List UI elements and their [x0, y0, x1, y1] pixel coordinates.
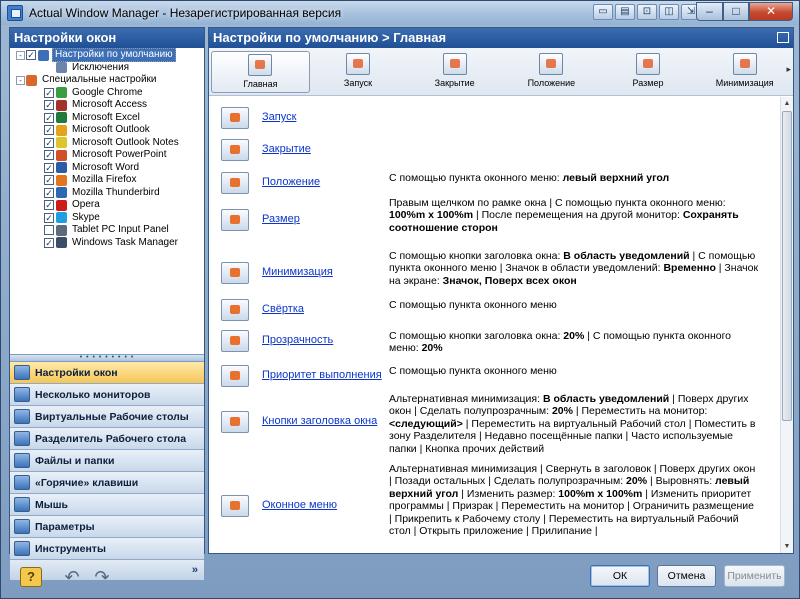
toolbar-tab-label: Закрытие: [434, 78, 475, 88]
nav-more-button[interactable]: »: [10, 560, 204, 580]
toolbar-tab-icon: [636, 53, 660, 75]
toolbar-tab[interactable]: [600, 51, 697, 93]
tree-expander-icon[interactable]: -: [16, 51, 25, 60]
settings-tree[interactable]: [10, 48, 204, 354]
tree-checkbox[interactable]: ✓: [45, 100, 53, 111]
tree-item[interactable]: [10, 212, 204, 225]
tree-item-label: Skype: [72, 211, 100, 223]
nav-button-label: Настройки окон: [35, 366, 118, 379]
scroll-thumb[interactable]: [782, 111, 792, 421]
setting-icon: [221, 139, 249, 161]
panel-splitter[interactable]: • • • • • • • • •: [10, 354, 204, 362]
setting-icon: [221, 411, 249, 433]
ok-button[interactable]: ОК: [590, 565, 650, 587]
app-icon: [56, 175, 67, 186]
stay-on-top-icon[interactable]: ⊡: [637, 4, 657, 20]
tree-checkbox[interactable]: ✓: [45, 237, 53, 248]
cancel-button[interactable]: Отмена: [657, 565, 716, 587]
nav-section-icon: [14, 431, 30, 446]
tree-item-label: Microsoft Outlook Notes: [72, 136, 179, 148]
setting-description: Правым щелчком по рамке окна | С помощью пункта оконного меню: 100%m x 100%m | После перемещения на другой монитор: Сохранять соотношение сторон: [389, 197, 739, 234]
app-icon: [56, 237, 67, 248]
tree-item-label: Microsoft Outlook: [72, 124, 150, 136]
right-panel: [208, 27, 794, 554]
nav-section-icon: [14, 387, 30, 402]
tree-item[interactable]: [10, 149, 204, 162]
app-icon: [38, 50, 49, 61]
help-icon[interactable]: ?: [20, 567, 42, 587]
title-toolbar: [593, 4, 701, 20]
tree-item[interactable]: [10, 237, 204, 250]
setting-description: С помощью кнопки заголовка окна: В область уведомлений | С помощью пункта оконного меню | Значок в области уведомлений: Временно | Значок на экране: Значок, Поверх всех окон: [389, 250, 759, 287]
nav-button-label: Несколько мониторов: [35, 388, 151, 401]
setting-icon: [221, 209, 249, 231]
minimize-button[interactable]: –: [696, 2, 723, 21]
nav-button[interactable]: [10, 516, 204, 538]
vertical-scrollbar[interactable]: [780, 97, 793, 553]
tree-item-label: Настройки по умолчанию: [52, 48, 176, 62]
tree-checkbox[interactable]: ✓: [45, 137, 53, 148]
tree-item-label: Microsoft Excel: [72, 111, 140, 123]
setting-description: С помощью пункта оконного меню: [389, 365, 557, 377]
setting-link[interactable]: Прозрачность: [262, 334, 334, 346]
setting-link[interactable]: Минимизация: [262, 266, 333, 278]
app-icon: [56, 100, 67, 111]
tree-checkbox[interactable]: ✓: [27, 50, 35, 61]
tree-item-label: Microsoft Word: [72, 161, 140, 173]
app-icon: [26, 75, 37, 86]
setting-icon: [221, 365, 249, 387]
setting-icon: [221, 262, 249, 284]
toolbar-tab-icon: [346, 53, 370, 75]
toolbar-tab-icon: [539, 53, 563, 75]
caption-buttons: [696, 2, 793, 21]
tree-item[interactable]: [10, 187, 204, 200]
tree-item[interactable]: [10, 112, 204, 125]
tree-item[interactable]: [10, 199, 204, 212]
nav-section-icon: [14, 365, 30, 380]
tree-item[interactable]: [10, 137, 204, 150]
apply-button[interactable]: Применить: [724, 565, 785, 587]
settings-summary: [209, 97, 781, 553]
right-panel-header: [209, 28, 793, 48]
nav-button-label: «Горячие» клавиши: [35, 476, 139, 489]
nav-button-label: Мышь: [35, 498, 68, 511]
setting-icon: [221, 107, 249, 129]
app-icon: [56, 87, 67, 98]
tree-item[interactable]: [10, 224, 204, 237]
nav-button[interactable]: [10, 362, 204, 384]
nav-section-icon: [14, 541, 30, 556]
setting-description: Альтернативная минимизация: В область уведомлений | Поверх других окон | Сделать полупрозрачным: 20% | Переместить на монитор: <следующий> | Переместить на виртуальный Рабочий стол | Поместить в зону Разделителя | Недавно посещённые папки | Часто используемые папки | Кнопка прочих действий: [389, 393, 756, 455]
window-title: Actual Window Manager - Незарегистрированная версия: [29, 6, 342, 20]
left-panel: [9, 27, 205, 576]
tree-item[interactable]: [10, 99, 204, 112]
breadcrumb: Настройки по умолчанию > Главная: [213, 30, 447, 45]
category-toolbar: [209, 48, 793, 96]
nav-button[interactable]: [10, 450, 204, 472]
tree-item[interactable]: [10, 124, 204, 137]
setting-icon: [221, 330, 249, 352]
app-icon: [56, 150, 67, 161]
setting-link[interactable]: Свёртка: [262, 303, 304, 315]
title-bar[interactable]: [1, 1, 799, 25]
tree-checkbox[interactable]: ✓: [45, 212, 53, 223]
scroll-down-icon[interactable]: ▼: [783, 543, 791, 550]
tree-item[interactable]: [10, 62, 204, 75]
tree-item-label: Tablet PC Input Panel: [72, 224, 169, 236]
nav-section-icon: [14, 453, 30, 468]
setting-icon: [221, 495, 249, 517]
tree-item-label: Специальные настройки: [42, 74, 157, 86]
nav-section-icon: [14, 497, 30, 512]
nav-button-label: Инструменты: [35, 542, 106, 555]
setting-link[interactable]: Закрытие: [262, 143, 311, 155]
toolbar-tab-icon: [248, 54, 272, 76]
app-icon: [56, 162, 67, 173]
tree-item-label: Google Chrome: [72, 86, 143, 98]
tree-checkbox[interactable]: ✓: [45, 162, 53, 173]
toolbar-tab[interactable]: [503, 51, 600, 93]
setting-link[interactable]: Оконное меню: [262, 499, 338, 511]
nav-button-label: Файлы и папки: [35, 454, 115, 467]
app-icon: [56, 112, 67, 123]
nav-button[interactable]: [10, 494, 204, 516]
roll-up-icon[interactable]: ▤: [615, 4, 635, 20]
close-button[interactable]: ✕: [749, 2, 793, 21]
nav-section-icon: [14, 519, 30, 534]
app-icon: [56, 137, 67, 148]
nav-section-icon: [14, 409, 30, 424]
more-actions-icon[interactable]: ⇲: [681, 4, 701, 20]
tree-checkbox[interactable]: ✓: [45, 187, 53, 198]
left-panel-title: Настройки окон: [10, 28, 204, 48]
tree-item-label: Mozilla Thunderbird: [72, 186, 160, 198]
tree-item-label: Microsoft Access: [72, 99, 148, 111]
setting-description: Альтернативная минимизация | Свернуть в заголовок | Поверх других окон | Позади остальных | Сделать полупрозрачным: 20% | Выровнять: левый верхний угол | Изменить размер: 100%m x 100%m | Изменить приоритет программы | Призрак | Переместить на монитор | Ограничить размещение | Прикрепить к Рабочему столу | Переместить на виртуальный Рабочий стол | Открыть приложение | Прилипание |: [389, 463, 756, 538]
setting-link[interactable]: Положение: [262, 176, 321, 188]
app-icon: [56, 187, 67, 198]
tree-item-label: Opera: [72, 199, 100, 211]
setting-link[interactable]: Размер: [262, 213, 300, 225]
setting-description: С помощью пункта оконного меню: [389, 299, 557, 311]
toolbar-tab-icon: [733, 53, 757, 75]
transparency-icon[interactable]: ◫: [659, 4, 679, 20]
toolbar-tab-label: Запуск: [343, 78, 373, 88]
tree-item[interactable]: [10, 74, 204, 87]
app-icon: [56, 212, 67, 223]
nav-button[interactable]: [10, 406, 204, 428]
setting-description: С помощью пункта оконного меню: левый верхний угол: [389, 172, 670, 184]
toolbar-tab[interactable]: [310, 51, 407, 93]
tree-checkbox[interactable]: [44, 225, 54, 235]
setting-icon: [221, 299, 249, 321]
nav-button[interactable]: [10, 472, 204, 494]
toolbar-tab-icon: [443, 53, 467, 75]
scroll-up-icon[interactable]: ▲: [783, 100, 791, 107]
tree-item[interactable]: [10, 162, 204, 175]
nav-button-label: Параметры: [35, 520, 95, 533]
nav-button-label: Разделитель Рабочего стола: [35, 432, 187, 445]
setting-icon: [221, 172, 249, 194]
tree-item-label: Microsoft PowerPoint: [72, 149, 167, 161]
app-icon: [7, 5, 23, 21]
toolbar-tab[interactable]: [696, 51, 793, 93]
setting-link[interactable]: Кнопки заголовка окна: [262, 415, 378, 427]
setting-link[interactable]: Приоритет выполнения: [262, 369, 382, 381]
tree-item-label: Windows Task Manager: [72, 236, 178, 248]
tree-item[interactable]: [10, 49, 204, 62]
nav-section-icon: [14, 475, 30, 490]
navigation-pane: [10, 362, 204, 560]
app-icon: [56, 225, 67, 236]
tree-checkbox[interactable]: ✓: [45, 112, 53, 123]
tree-checkbox[interactable]: ✓: [45, 150, 53, 161]
toolbar-tab-label: Размер: [632, 78, 664, 88]
app-icon: [56, 200, 67, 211]
toolbar-tab[interactable]: [211, 51, 310, 93]
nav-button[interactable]: [10, 384, 204, 406]
maximize-button[interactable]: □: [723, 2, 749, 21]
tree-item[interactable]: [10, 87, 204, 100]
tree-item[interactable]: [10, 174, 204, 187]
tree-item-label: Исключения: [72, 61, 130, 73]
bottom-bar: [1, 559, 799, 599]
setting-description: С помощью кнопки заголовка окна: 20% | С помощью пункта оконного меню: 20%: [389, 330, 732, 355]
toolbar-tab-label: Положение: [527, 78, 576, 88]
minimize-to-tray-icon[interactable]: ▭: [593, 4, 613, 20]
toolbar-tab-label: Минимизация: [715, 78, 774, 88]
toolbar-scroll-right-icon[interactable]: ▸: [786, 64, 791, 74]
app-icon: [56, 125, 67, 136]
tree-checkbox[interactable]: ✓: [45, 87, 53, 98]
window-layout-icon[interactable]: [777, 32, 789, 43]
tree-checkbox[interactable]: ✓: [45, 125, 53, 136]
nav-button[interactable]: [10, 538, 204, 560]
tree-expander-icon[interactable]: -: [16, 76, 25, 85]
app-icon: [56, 62, 67, 73]
toolbar-tab[interactable]: [406, 51, 503, 93]
redo-icon[interactable]: ↷: [94, 567, 110, 587]
tree-item-label: Mozilla Firefox: [72, 174, 137, 186]
nav-button-label: Виртуальные Рабочие столы: [35, 410, 189, 423]
tree-checkbox[interactable]: ✓: [45, 175, 53, 186]
nav-button[interactable]: [10, 428, 204, 450]
undo-icon[interactable]: ↶: [64, 567, 80, 587]
toolbar-tab-label: Главная: [243, 79, 278, 89]
tree-checkbox[interactable]: ✓: [45, 200, 53, 211]
setting-link[interactable]: Запуск: [262, 111, 297, 123]
